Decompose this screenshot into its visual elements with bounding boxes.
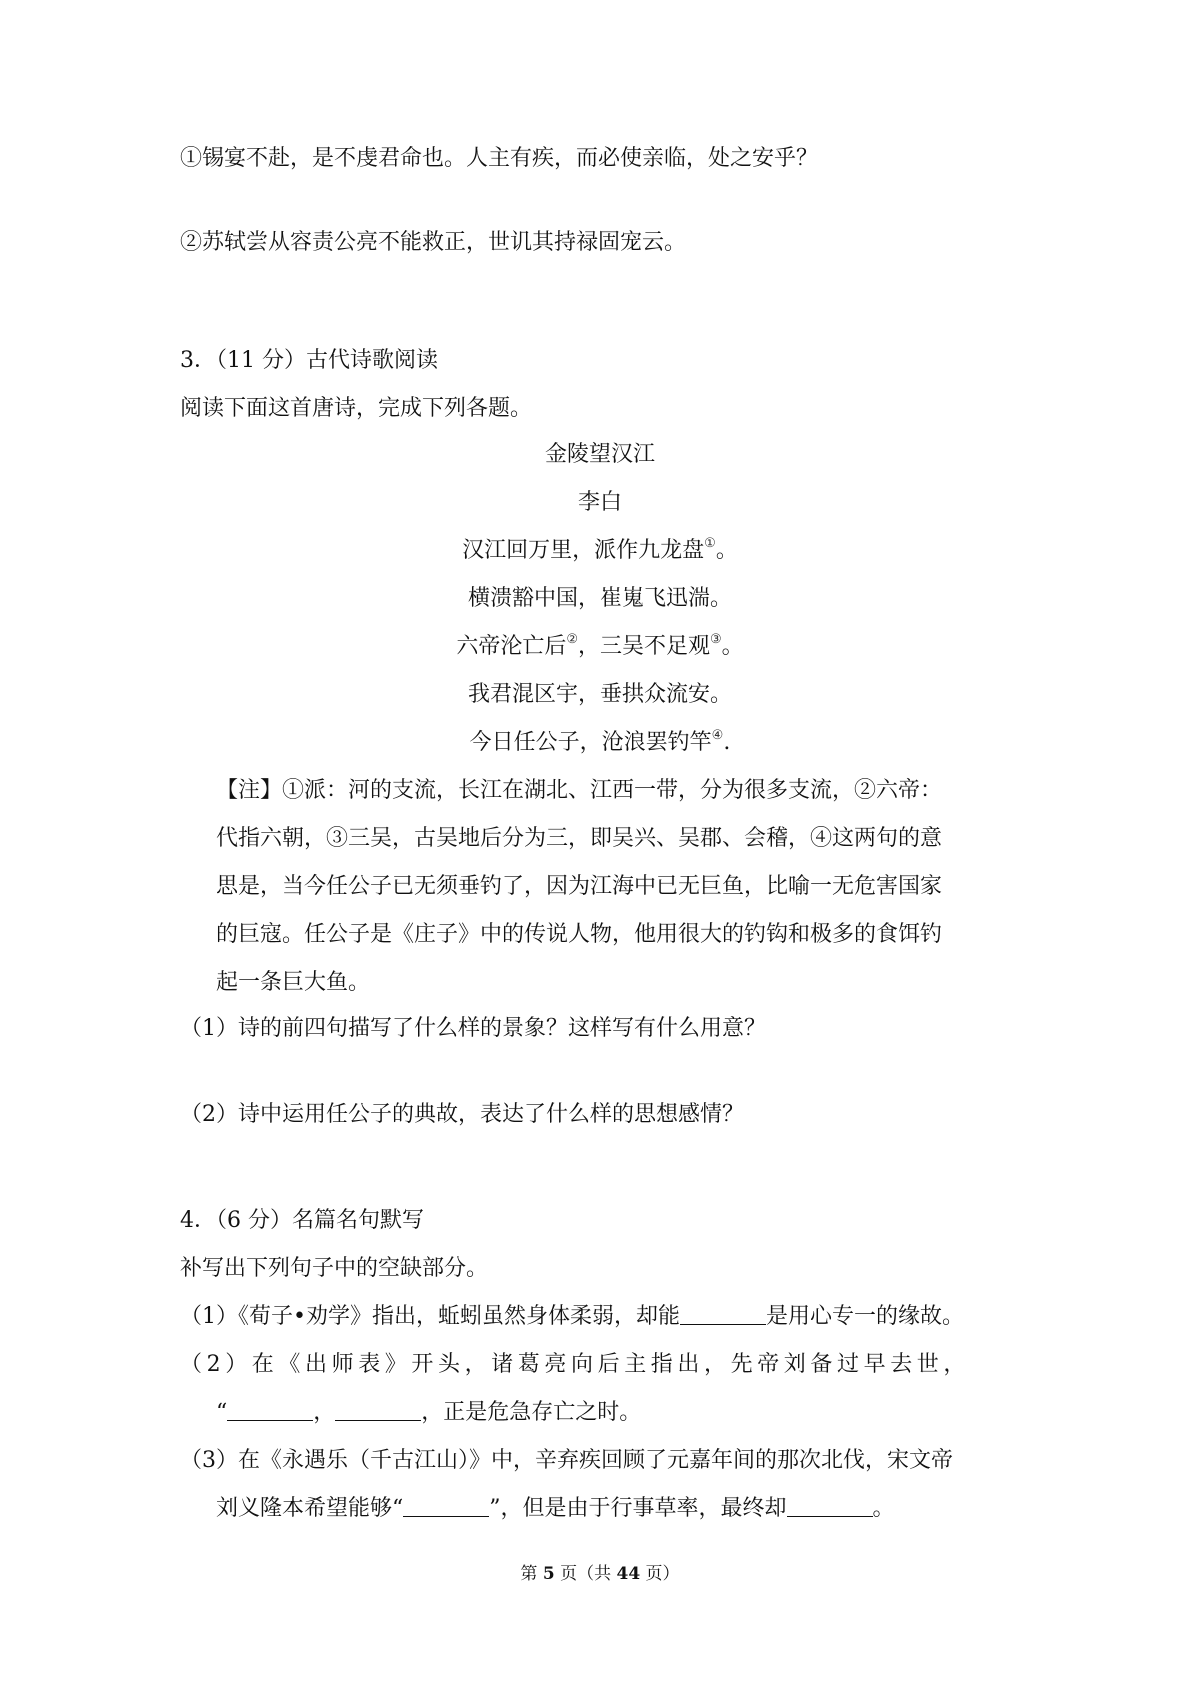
question-4-item-3-cont: 刘义隆本希望能够“ ”，但是由于行事草率，最终却 。 xyxy=(216,1496,895,1521)
footnote-marker: ④ xyxy=(711,728,724,743)
poem-line-4: 我君混区宇，垂拱众流安。 xyxy=(467,682,732,707)
note-line-1: 【注】①派：河的支流，长江在湖北、江西一带，分为很多支流，②六帝： xyxy=(216,778,943,803)
answer-blank[interactable] xyxy=(680,1306,766,1325)
poem-line-2: 横溃豁中国，崔嵬飞迅湍。 xyxy=(467,586,732,611)
question-3-heading: 3．（11 分）古代诗歌阅读 xyxy=(180,348,438,373)
poem-author: 李白 xyxy=(577,490,622,515)
note-line-3: 思是，当今任公子已无须垂钓了，因为江海中已无巨鱼，比喻一无危害国家 xyxy=(216,874,943,899)
note-line-2: 代指六朝，③三吴，古吴地后分为三，即吴兴、吴郡、会稽，④这两句的意 xyxy=(216,826,943,851)
answer-blank[interactable] xyxy=(335,1402,421,1421)
poem-title: 金陵望汉江 xyxy=(544,442,655,467)
note-line-4: 的巨寇。任公子是《庄子》中的传说人物，他用很大的钓钩和极多的食饵钓 xyxy=(216,922,943,947)
question-4-item-2: （2）在《出师表》开头，诸葛亮向后主指出，先帝刘备过早去世， xyxy=(180,1352,970,1377)
question-3-sub-2: （2）诗中运用任公子的典故，表达了什么样的思想感情？ xyxy=(180,1102,744,1127)
question-3-instruction: 阅读下面这首唐诗，完成下列各题。 xyxy=(180,396,533,421)
question-3-sub-1: （1）诗的前四句描写了什么样的景象？这样写有什么用意？ xyxy=(180,1016,766,1041)
question-4-heading: 4．（6 分）名篇名句默写 xyxy=(180,1208,424,1233)
question-4-item-1: （1）《荀子•劝学》指出，蚯蚓虽然身体柔弱，却能 是用心专一的缘故。 xyxy=(180,1304,964,1329)
poem-line-3: 六帝沦亡后②，三吴不足观③。 xyxy=(456,632,744,659)
page-footer: 第 5 页（共 44 页） xyxy=(520,1564,680,1584)
translation-sentence-1: ①锡宴不赴，是不虔君命也。人主有疾，而必使亲临，处之安乎？ xyxy=(180,146,819,171)
footnote-marker: ③ xyxy=(710,632,722,647)
page-total: 44 xyxy=(616,1564,641,1584)
footnote-marker: ② xyxy=(566,632,578,647)
poem-line-1: 汉江回万里，派作九龙盘①。 xyxy=(462,536,738,563)
translation-sentence-2: ②苏轼尝从容责公亮不能救正，世讥其持禄固宠云。 xyxy=(180,230,687,255)
answer-blank[interactable] xyxy=(403,1498,489,1517)
answer-blank[interactable] xyxy=(227,1402,313,1421)
question-4-instruction: 补写出下列句子中的空缺部分。 xyxy=(180,1256,489,1281)
question-4-item-3: （3）在《永遇乐（千古江山）》中，辛弃疾回顾了元嘉年间的那次北伐，宋文帝 xyxy=(180,1448,953,1473)
answer-blank[interactable] xyxy=(787,1498,873,1517)
question-4-item-2-cont: “ ， ，正是危急存亡之时。 xyxy=(216,1400,642,1425)
note-line-5: 起一条巨大鱼。 xyxy=(216,970,371,995)
poem-line-5: 今日任公子，沧浪罢钓竿④. xyxy=(469,728,731,755)
page-number: 5 xyxy=(542,1564,555,1584)
footnote-marker: ① xyxy=(704,536,716,551)
